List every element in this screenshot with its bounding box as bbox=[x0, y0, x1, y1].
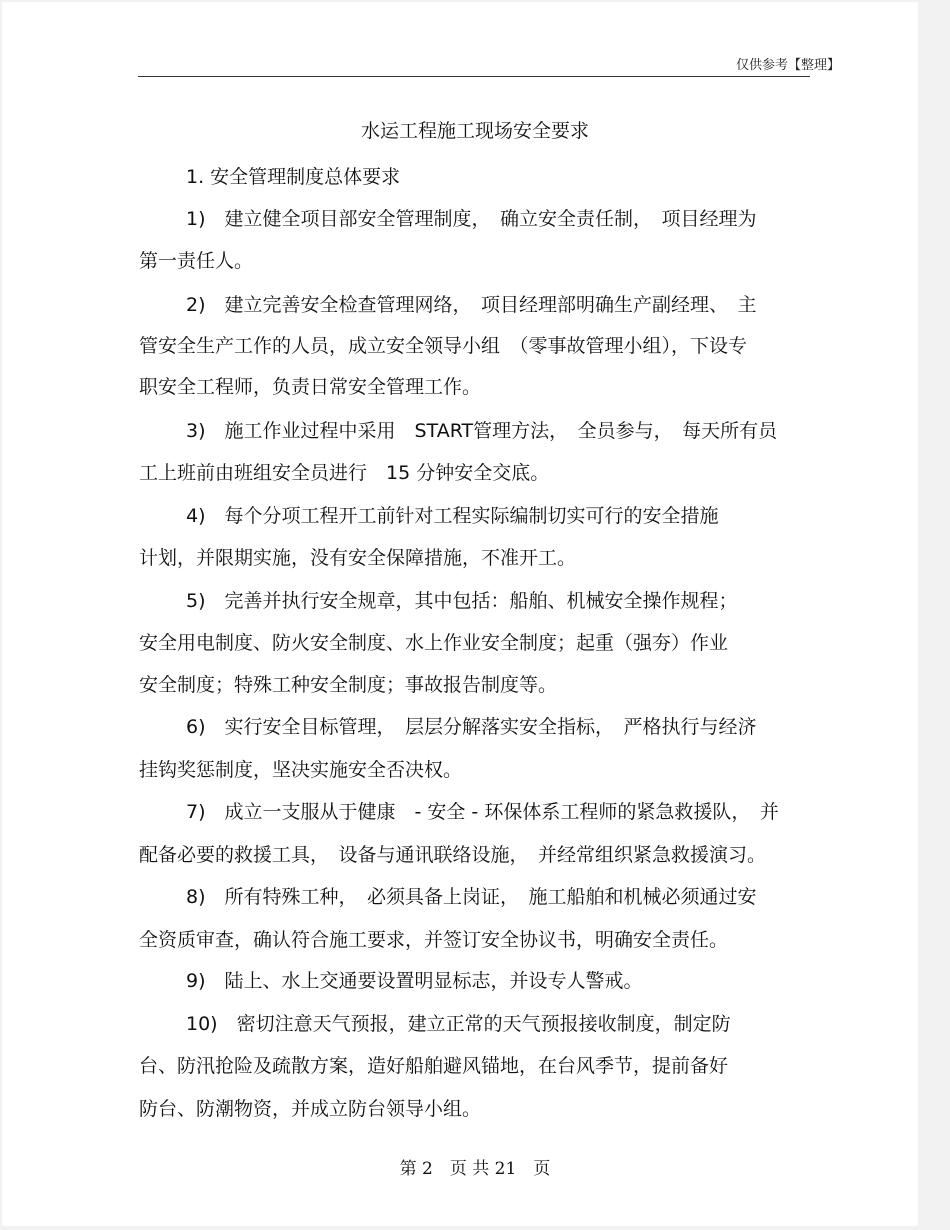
item-2-line-2: 管安全生产工作的人员，成立安全领导小组 （零事故管理小组），下设专 bbox=[139, 335, 748, 357]
item-1-line-1: 1) 建立健全项目部安全管理制度， 确立安全责任制， 项目经理为 bbox=[186, 208, 757, 230]
item-3-line-1: 3) 施工作业过程中采用 START管理方法， 全员参与， 每天所有员 bbox=[186, 420, 778, 442]
item-9-line-1: 9) 陆上、水上交通要设置明显标志，并设专人警戒。 bbox=[186, 970, 643, 992]
item-1-line-2: 第一责任人。 bbox=[139, 250, 254, 272]
item-5-line-2: 安全用电制度、防火安全制度、水上作业安全制度；起重（强夯）作业 bbox=[139, 632, 729, 654]
document-title: 水运工程施工现场安全要求 bbox=[360, 120, 589, 142]
item-5-line-3: 安全制度；特殊工种安全制度；事故报告制度等。 bbox=[139, 674, 558, 696]
page-number: 第 2 页 共 21 页 bbox=[399, 1159, 551, 1179]
item-4-line-2: 计划，并限期实施，没有安全保障措施，不准开工。 bbox=[139, 547, 577, 569]
item-8-line-2: 全资质审查，确认符合施工要求，并签订安全协议书，明确安全责任。 bbox=[139, 929, 729, 951]
item-7-line-1: 7) 成立一支服从于健康 - 安全 - 环保体系工程师的紧急救援队， 并 bbox=[186, 801, 779, 823]
item-8-line-1: 8) 所有特殊工种， 必须具备上岗证， 施工船舶和机械必须通过安 bbox=[186, 886, 757, 908]
item-10-line-1: 10) 密切注意天气预报，建立正常的天气预报接收制度，制定防 bbox=[186, 1013, 731, 1035]
item-5-line-1: 5) 完善并执行安全规章，其中包括：船舶、机械安全操作规程； bbox=[186, 590, 738, 612]
item-7-line-2: 配备必要的救援工具， 设备与通讯联络设施， 并经常组织紧急救援演习。 bbox=[139, 844, 767, 866]
item-2-line-1: 2) 建立完善安全检查管理网络， 项目经理部明确生产副经理、 主 bbox=[186, 294, 757, 316]
item-2-line-3: 职安全工程师，负责日常安全管理工作。 bbox=[139, 376, 482, 398]
item-3-line-2: 工上班前由班组安全员进行 15 分钟安全交底。 bbox=[139, 462, 550, 484]
item-6-line-2: 挂钩奖惩制度，坚决实施安全否决权。 bbox=[139, 759, 463, 781]
item-4-line-1: 4) 每个分项工程开工前针对工程实际编制切实可行的安全措施 bbox=[186, 505, 719, 527]
document-page bbox=[2, 2, 918, 1226]
header-note: 仅供参考【整理】 bbox=[735, 58, 840, 73]
item-10-line-3: 防台、防潮物资，并成立防台领导小组。 bbox=[139, 1098, 482, 1120]
header-divider bbox=[138, 76, 810, 77]
item-10-line-2: 台、防汛抢险及疏散方案，造好船舶避风锚地，在台风季节，提前备好 bbox=[139, 1055, 729, 1077]
section-heading: 1. 安全管理制度总体要求 bbox=[186, 166, 401, 188]
item-6-line-1: 6) 实行安全目标管理， 层层分解落实安全指标， 严格执行与经济 bbox=[186, 716, 757, 738]
